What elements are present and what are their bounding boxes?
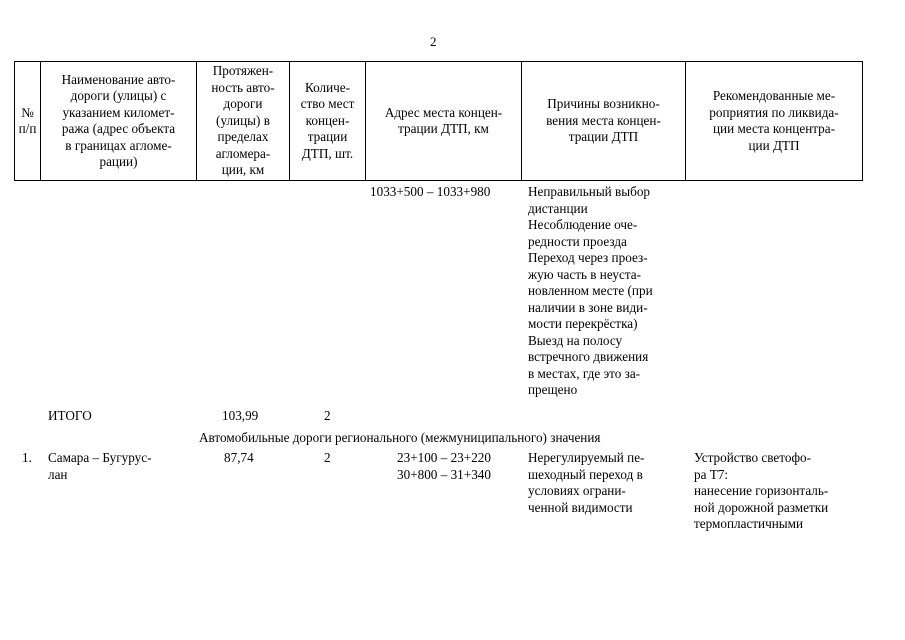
page-number: 2: [430, 34, 437, 49]
header-col-road-name: Наименование авто- дороги (улицы) с указанием километ- ража (адрес объекта в границах агломе- рации): [61, 71, 176, 169]
row-road-name: Самара – Бугурус- лан: [48, 450, 152, 482]
header-col-count: Количе- ство мест концен- трации ДТП, шт.: [300, 79, 355, 161]
total-label: ИТОГО: [48, 408, 92, 423]
header-col-measures: Рекомендованные ме- роприятия по ликвида- ции места концентра- ции ДТП: [709, 88, 839, 153]
header-divider: [862, 61, 863, 181]
header-col-length: Протяжен- ность авто- дороги (улицы) в пределах агломера- ции, км: [211, 63, 275, 178]
row-causes: Нерегулируемый пе- шеходный переход в условиях ограни- ченной видимости: [528, 450, 645, 515]
header-col-address: Адрес места концен- трации ДТП, км: [384, 104, 503, 136]
row-count: 2: [324, 450, 331, 465]
row-length: 87,74: [224, 450, 254, 465]
row-address: 23+100 – 23+220 30+800 – 31+340: [397, 450, 491, 482]
row-number: 1.: [22, 450, 32, 465]
continued-address: 1033+500 – 1033+980: [370, 184, 491, 199]
total-count: 2: [324, 408, 331, 423]
total-length: 103,99: [222, 408, 259, 423]
header-col-causes: Причины возникно- вения места концен- трации ДТП: [546, 96, 661, 145]
section-title: Автомобильные дороги регионального (межмуниципального) значения: [199, 430, 601, 445]
header-col-number: № п/п: [18, 104, 37, 136]
row-measures: Устройство светофо- ра Т7: нанесение горизонталь- ной дорожной разметки термопластичными: [694, 450, 829, 531]
header-bottom-border: [14, 180, 863, 181]
continued-causes: Неправильный выбор дистанции Несоблюдение оче- редности проезда Переход через проез- жую часть в неуста- новленном месте (при наличии в зоне види- мости перекрёстка) Выезд на полосу встречного движения в местах, где это за- прещено: [528, 184, 653, 397]
